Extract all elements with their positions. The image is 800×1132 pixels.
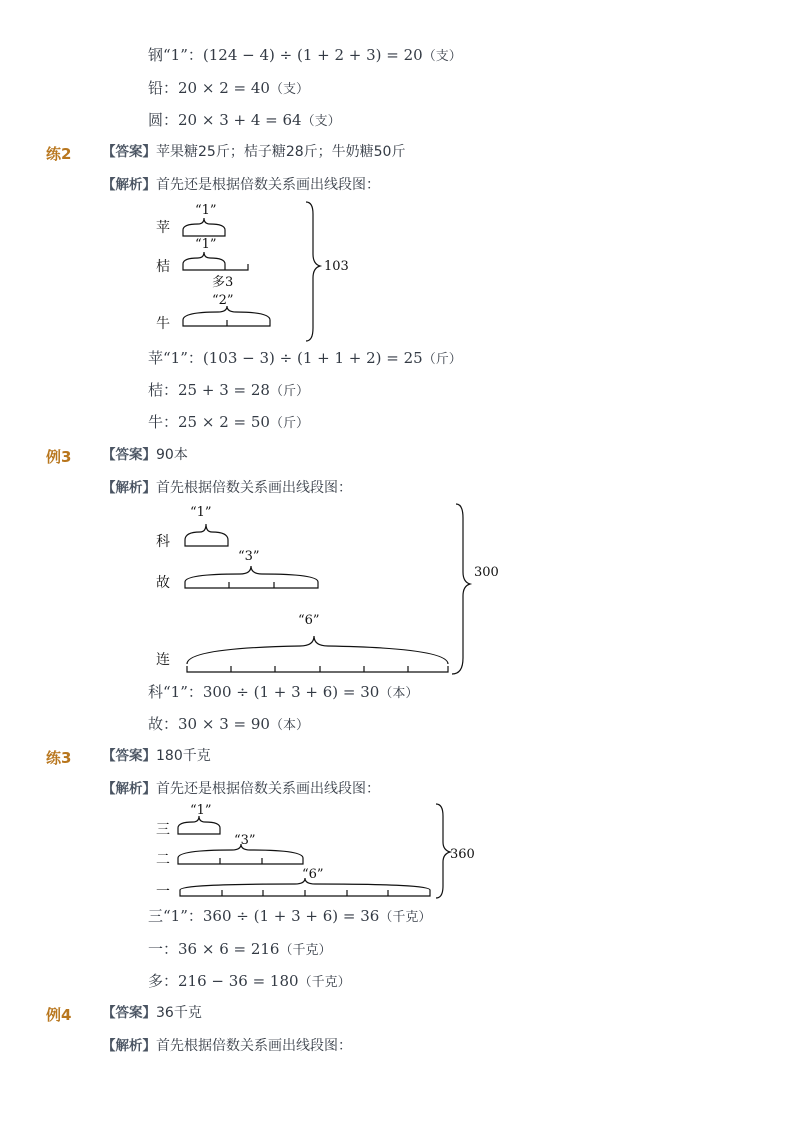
answer-label: 【答案】: [102, 1005, 156, 1021]
answer-label: 【答案】: [102, 144, 156, 160]
mark-1-san: “1”: [190, 803, 212, 818]
answer-text: 36千克: [156, 1005, 202, 1021]
solution-line-niu: 牛：25 × 2 = 50（斤）: [148, 413, 309, 431]
mark-2-niu: “2”: [212, 293, 234, 308]
solution-line-ke: 科“1”：300 ÷ (1 + 3 + 6) = 30（本）: [148, 683, 419, 701]
analysis-text: 首先根据倍数关系画出线段图：: [156, 480, 352, 496]
solution-line-san: 三“1”：360 ÷ (1 + 3 + 6) = 36（千克）: [148, 907, 432, 925]
analysis-label: 【解析】: [102, 1038, 156, 1054]
total-300: 300: [474, 565, 499, 580]
row-label-ping: 苹: [156, 220, 170, 236]
segment-bars: [178, 804, 450, 898]
segment-bars: [183, 202, 320, 341]
mark-1-ke: “1”: [190, 505, 212, 520]
mark-6-lian: “6”: [298, 613, 320, 628]
mark-1-ju: “1”: [195, 237, 217, 252]
answer-label: 【答案】: [102, 748, 156, 764]
row-label-ke: 科: [156, 534, 170, 550]
answer-row-li4: [102, 1004, 202, 1022]
mark-3-gu: “3”: [238, 549, 260, 564]
answer-label: 【答案】: [102, 447, 156, 463]
analysis-label: 【解析】: [102, 480, 156, 496]
answer-row-lian3: [102, 747, 211, 765]
segment-bars: [185, 504, 470, 674]
answer-text: 90本: [156, 447, 188, 463]
solution-line-ping: 苹“1”：(103 − 3) ÷ (1 + 1 + 2) = 25（斤）: [148, 349, 462, 367]
analysis-row-lian2: [102, 176, 380, 194]
analysis-label: 【解析】: [102, 781, 156, 797]
mark-6-yi: “6”: [302, 867, 324, 882]
line-segment-diagram-li3: [150, 498, 510, 678]
analysis-text: 首先根据倍数关系画出线段图：: [156, 1038, 352, 1054]
solution-line-yuan: 圆：20 × 3 + 4 = 64（支）: [148, 111, 341, 129]
analysis-row-lian3: [102, 780, 380, 798]
total-103: 103: [324, 259, 349, 274]
section-tag-lian3: 练3: [46, 749, 72, 767]
line-segment-diagram-lian3: [150, 800, 490, 904]
line-segment-diagram-lian2: [150, 196, 370, 344]
answer-text: 苹果糖25斤；桔子糖28斤；牛奶糖50斤: [156, 144, 406, 160]
solution-line-gang: 钢“1”：(124 − 4) ÷ (1 + 2 + 3) = 20（支）: [148, 46, 462, 64]
total-360: 360: [450, 847, 475, 862]
analysis-text: 首先还是根据倍数关系画出线段图：: [156, 781, 380, 797]
answer-text: 180千克: [156, 748, 211, 764]
analysis-text: 首先还是根据倍数关系画出线段图：: [156, 177, 380, 193]
row-label-er: 二: [156, 852, 170, 868]
analysis-label: 【解析】: [102, 177, 156, 193]
section-tag-li4: 例4: [46, 1006, 72, 1024]
mark-extra-3: 多3: [212, 275, 234, 290]
solution-line-ju: 桔：25 + 3 = 28（斤）: [148, 381, 309, 399]
row-label-niu: 牛: [156, 316, 170, 332]
mark-3-er: “3”: [234, 833, 256, 848]
answer-row-li3: [102, 446, 188, 464]
row-label-lian: 连: [156, 652, 170, 668]
answer-row-lian2: [102, 143, 405, 161]
solution-line-gu: 故：30 × 3 = 90（本）: [148, 715, 309, 733]
solution-line-yi: 一：36 × 6 = 216（千克）: [148, 940, 332, 958]
row-label-ju: 桔: [156, 259, 170, 275]
solution-line-qian: 铅：20 × 2 = 40（支）: [148, 79, 309, 97]
row-label-gu: 故: [156, 575, 170, 591]
analysis-row-li3: [102, 479, 352, 497]
section-tag-li3: 例3: [46, 448, 72, 466]
row-label-san: 三: [156, 822, 170, 838]
mark-1-ping: “1”: [195, 203, 217, 218]
solution-line-duo: 多：216 − 36 = 180（千克）: [148, 972, 351, 990]
row-label-yi: 一: [156, 884, 170, 900]
section-tag-lian2: 练2: [46, 145, 72, 163]
analysis-row-li4: [102, 1037, 352, 1055]
